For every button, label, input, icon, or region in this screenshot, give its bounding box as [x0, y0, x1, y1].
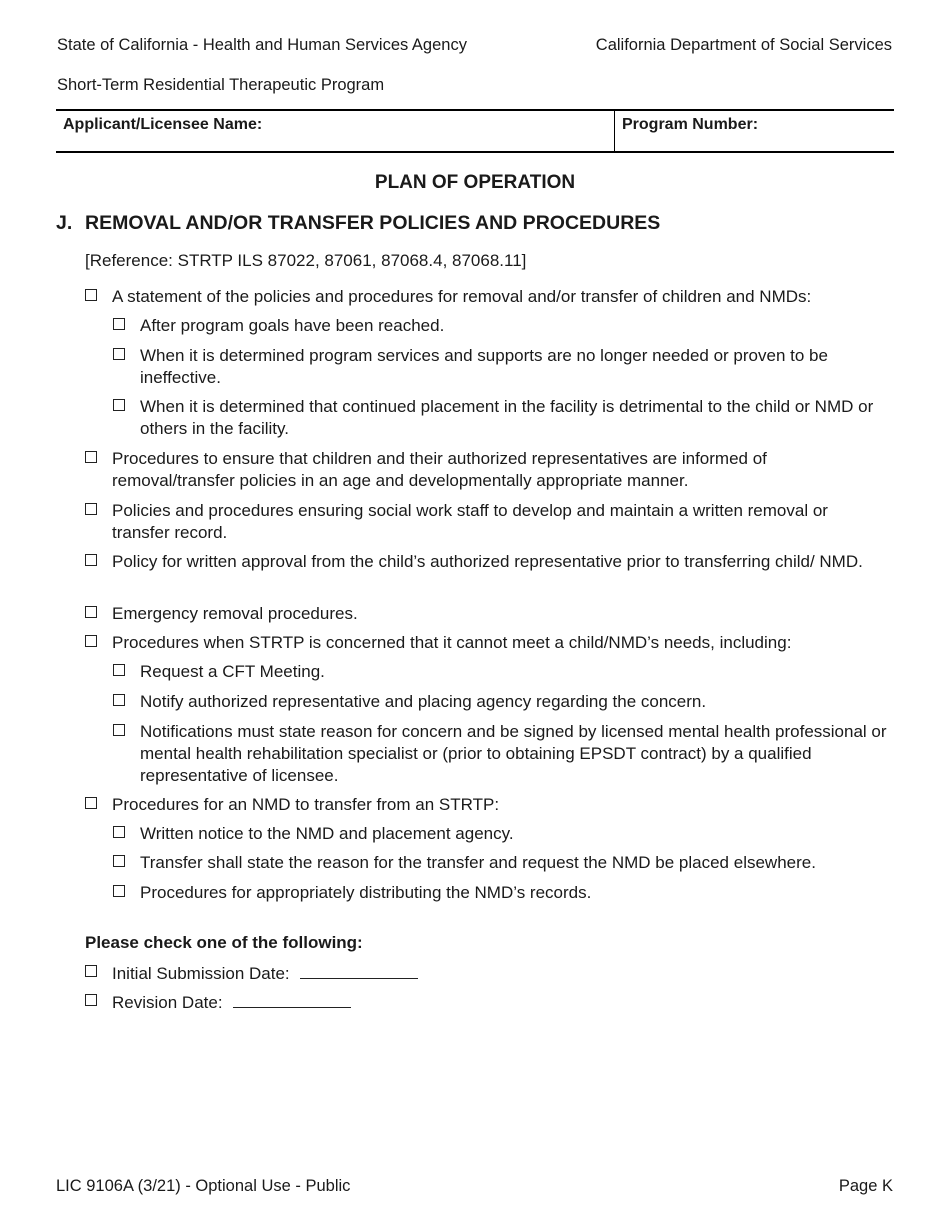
program-name: Short-Term Residential Therapeutic Program — [57, 76, 385, 94]
checkbox[interactable] — [113, 318, 125, 330]
initial-date-field[interactable] — [300, 962, 418, 979]
page-title: PLAN OF OPERATION — [374, 172, 576, 193]
form-id: LIC 9106A (3/21) - Optional Use - Public — [56, 1177, 351, 1195]
table-divider — [614, 111, 615, 151]
checkbox[interactable] — [113, 664, 125, 676]
checkbox[interactable] — [85, 635, 97, 647]
checkbox[interactable] — [113, 855, 125, 867]
agency-name: State of California - Health and Human Services Agency — [57, 36, 467, 54]
submission-prompt: Please check one of the following: — [85, 933, 363, 952]
checkbox[interactable] — [85, 797, 97, 809]
checkbox[interactable] — [113, 724, 125, 736]
applicant-name-field[interactable]: Applicant/Licensee Name: — [63, 116, 263, 133]
checkbox[interactable] — [85, 554, 97, 566]
checkbox[interactable] — [113, 348, 125, 360]
initial-submission-label: Initial Submission Date: — [112, 964, 290, 983]
checkbox[interactable] — [85, 606, 97, 618]
revision-date-field[interactable] — [233, 991, 351, 1008]
checkbox[interactable] — [85, 289, 97, 301]
reference-text: [Reference: STRTP ILS 87022, 87061, 87068.4, 87068.11] — [85, 251, 527, 270]
department-name: California Department of Social Services — [595, 36, 892, 54]
section-letter: J. — [56, 212, 73, 234]
section-heading: REMOVAL AND/OR TRANSFER POLICIES AND PROCEDURES — [85, 212, 661, 234]
revision-label: Revision Date: — [112, 993, 223, 1012]
checkbox[interactable] — [85, 965, 97, 977]
applicant-info-table — [56, 109, 894, 153]
program-number-field[interactable]: Program Number: — [622, 116, 759, 133]
checkbox[interactable] — [113, 885, 125, 897]
checkbox[interactable] — [113, 399, 125, 411]
page-number: Page K — [838, 1177, 893, 1195]
checkbox[interactable] — [85, 451, 97, 463]
checkbox[interactable] — [85, 994, 97, 1006]
checkbox[interactable] — [113, 694, 125, 706]
checkbox[interactable] — [85, 503, 97, 515]
checkbox[interactable] — [113, 826, 125, 838]
